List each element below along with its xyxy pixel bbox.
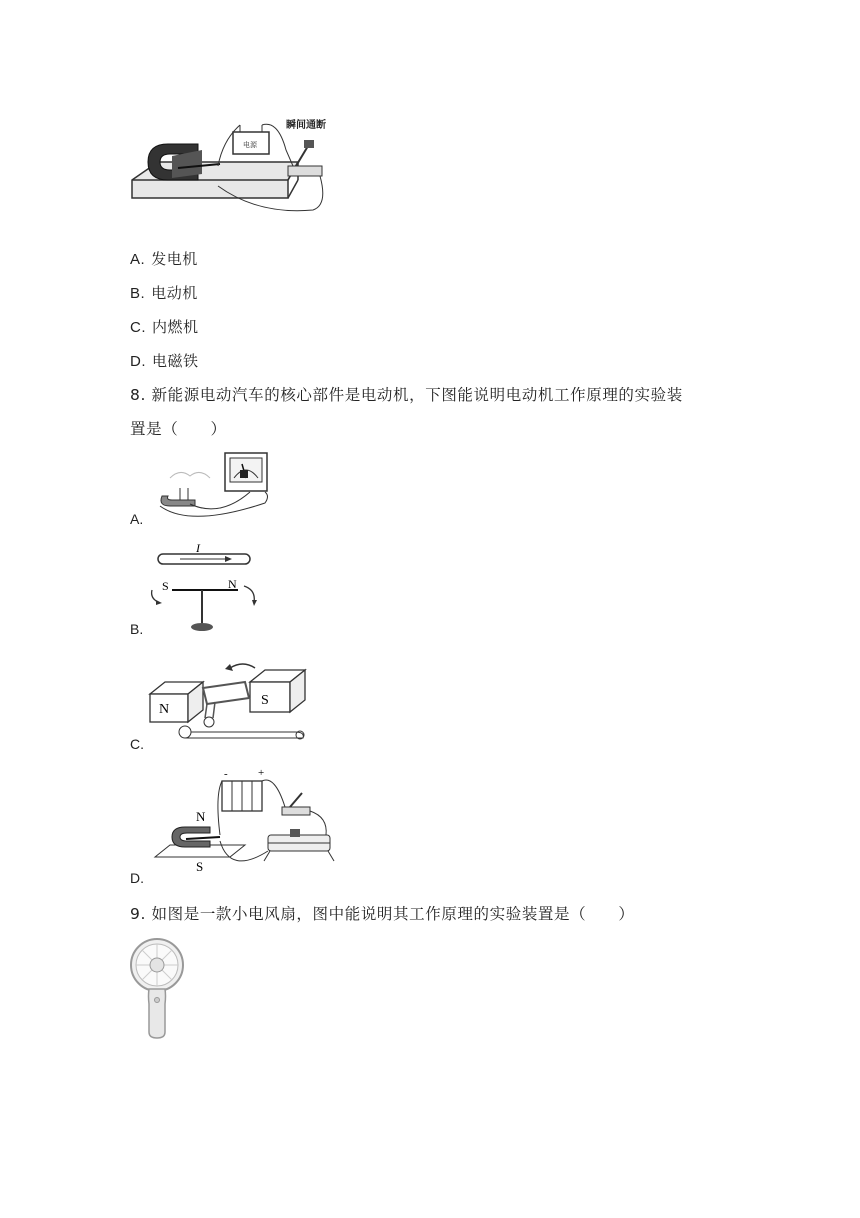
q9-fan-figure [128,936,188,1040]
q7-power-label: 电源 [243,141,257,149]
q7-figure [128,110,343,215]
q7-option-b: B. 电动机 [130,284,198,302]
q7-option-c: C. 内燃机 [130,318,199,336]
q8-option-c: C. [130,736,144,752]
q8-d-s-label: S [196,859,204,874]
q8-b-s-label: S [162,579,169,593]
q8-d-n-label: N [196,809,206,824]
q8-c-s-label: S [261,693,269,708]
q8-c-n-label: N [159,702,170,717]
q8-question-line1: 8. 新能源电动汽车的核心部件是电动机，下图能说明电动机工作原理的实验装 [130,386,683,404]
q7-option-d: D. 电磁铁 [130,352,199,370]
q8-option-a: A. [130,511,144,527]
q8-option-b: B. [130,621,144,637]
q7-switch-label: 瞬间通断 [286,120,326,131]
q8-figure-d [150,765,340,880]
q8-option-d: D. [130,870,144,886]
q8-question-line2: 置是（ ） [130,420,227,438]
q8-d-plus-label: + [258,767,265,779]
q8-figure-c [145,652,315,747]
q8-b-n-label: N [228,577,237,591]
q8-b-current-label: I [196,541,200,555]
q9-question-line1: 9. 如图是一款小电风扇，图中能说明其工作原理的实验装置是（ ） [130,905,635,923]
q8-figure-b [140,540,270,635]
q8-figure-a [150,448,280,528]
q7-option-a: A. 发电机 [130,250,198,268]
q8-d-minus-label: - [224,768,228,780]
